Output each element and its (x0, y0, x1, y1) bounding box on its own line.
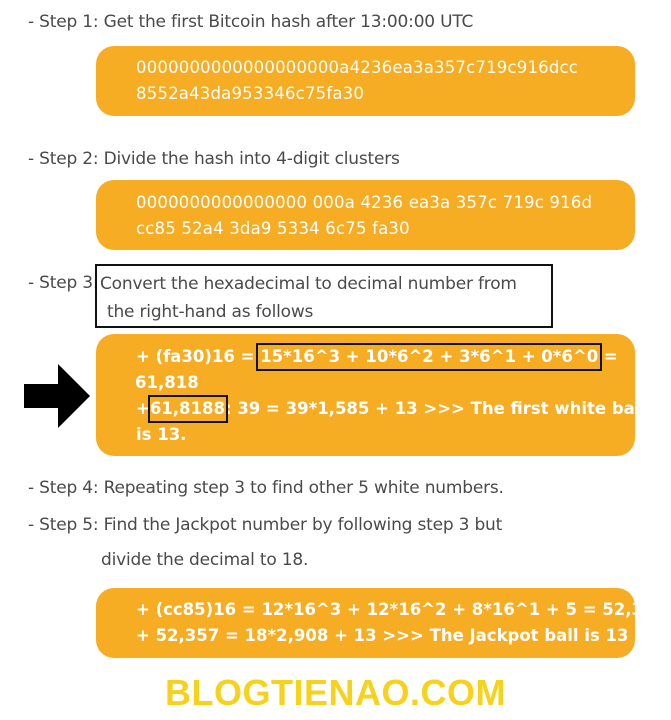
div-value: 61,8188 (149, 399, 225, 418)
step-3-instruction (100, 270, 517, 326)
clusters-line-2: cc85 52a4 3da9 5334 6c75 fa30 (136, 219, 410, 238)
div-value-outline (148, 395, 228, 423)
step-4-label: - Step 4: Repeating step 3 to find other 5 white numbers. (28, 478, 504, 498)
calc-result: 61,818 (135, 373, 199, 392)
div-value-highlight (150, 396, 225, 422)
calc-prefix: + (fa30)16 = (136, 347, 261, 366)
step-2-clusters-box (96, 180, 635, 250)
step-5-label: - Step 5: Find the Jackpot number by following step 3 but (28, 515, 503, 535)
step-3-calc-box (96, 334, 647, 456)
step-5-label-line-2: divide the decimal to 18. (101, 550, 309, 570)
calc-formula-highlight (260, 344, 598, 370)
brand-watermark: BLOGTIENAO.COM (165, 672, 506, 713)
div-plus: + (136, 399, 150, 418)
div-line-2: is 13. (136, 425, 187, 444)
clusters-line-1: 0000000000000000 000a 4236 ea3a 357c 719c 916d (136, 193, 593, 212)
step-5-calc-box (96, 588, 666, 658)
right-arrow-icon (24, 364, 92, 428)
step-3-instruction-line-2: the right-hand as follows (107, 302, 314, 322)
step-1-label: - Step 1: Get the first Bitcoin hash after 13:00:00 UTC (28, 12, 474, 32)
jackpot-calc-line-2: + 52,357 = 18*2,908 + 13 >>> The Jackpot ball is 13 (136, 626, 629, 645)
calc-line-1 (136, 344, 635, 370)
calc-line-3 (136, 396, 647, 422)
calc-suffix: = (598, 347, 618, 366)
calc-formula: 15*16^3 + 10*6^2 + 3*6^1 + 0*6^0 (260, 347, 599, 366)
step-3-instruction-line-1: Convert the hexadecimal to decimal number from (100, 274, 517, 294)
step-1-hash-box (96, 46, 635, 116)
formula-outline (256, 343, 602, 371)
jackpot-calc-line-1: + (cc85)16 = 12*16^3 + 12*16^2 + 8*16^1 + 5 = 52,357 (136, 600, 666, 619)
hash-line-1: 0000000000000000000a4236ea3a357c719c916dcc (136, 58, 579, 77)
step-3-label: - Step 3: (28, 273, 99, 293)
div-rest: : 39 = 39*1,585 + 13 >>> The first white ball (224, 399, 647, 418)
hash-line-2: 8552a43da953346c75fa30 (136, 84, 365, 103)
step-2-label: - Step 2: Divide the hash into 4-digit clusters (28, 149, 400, 169)
